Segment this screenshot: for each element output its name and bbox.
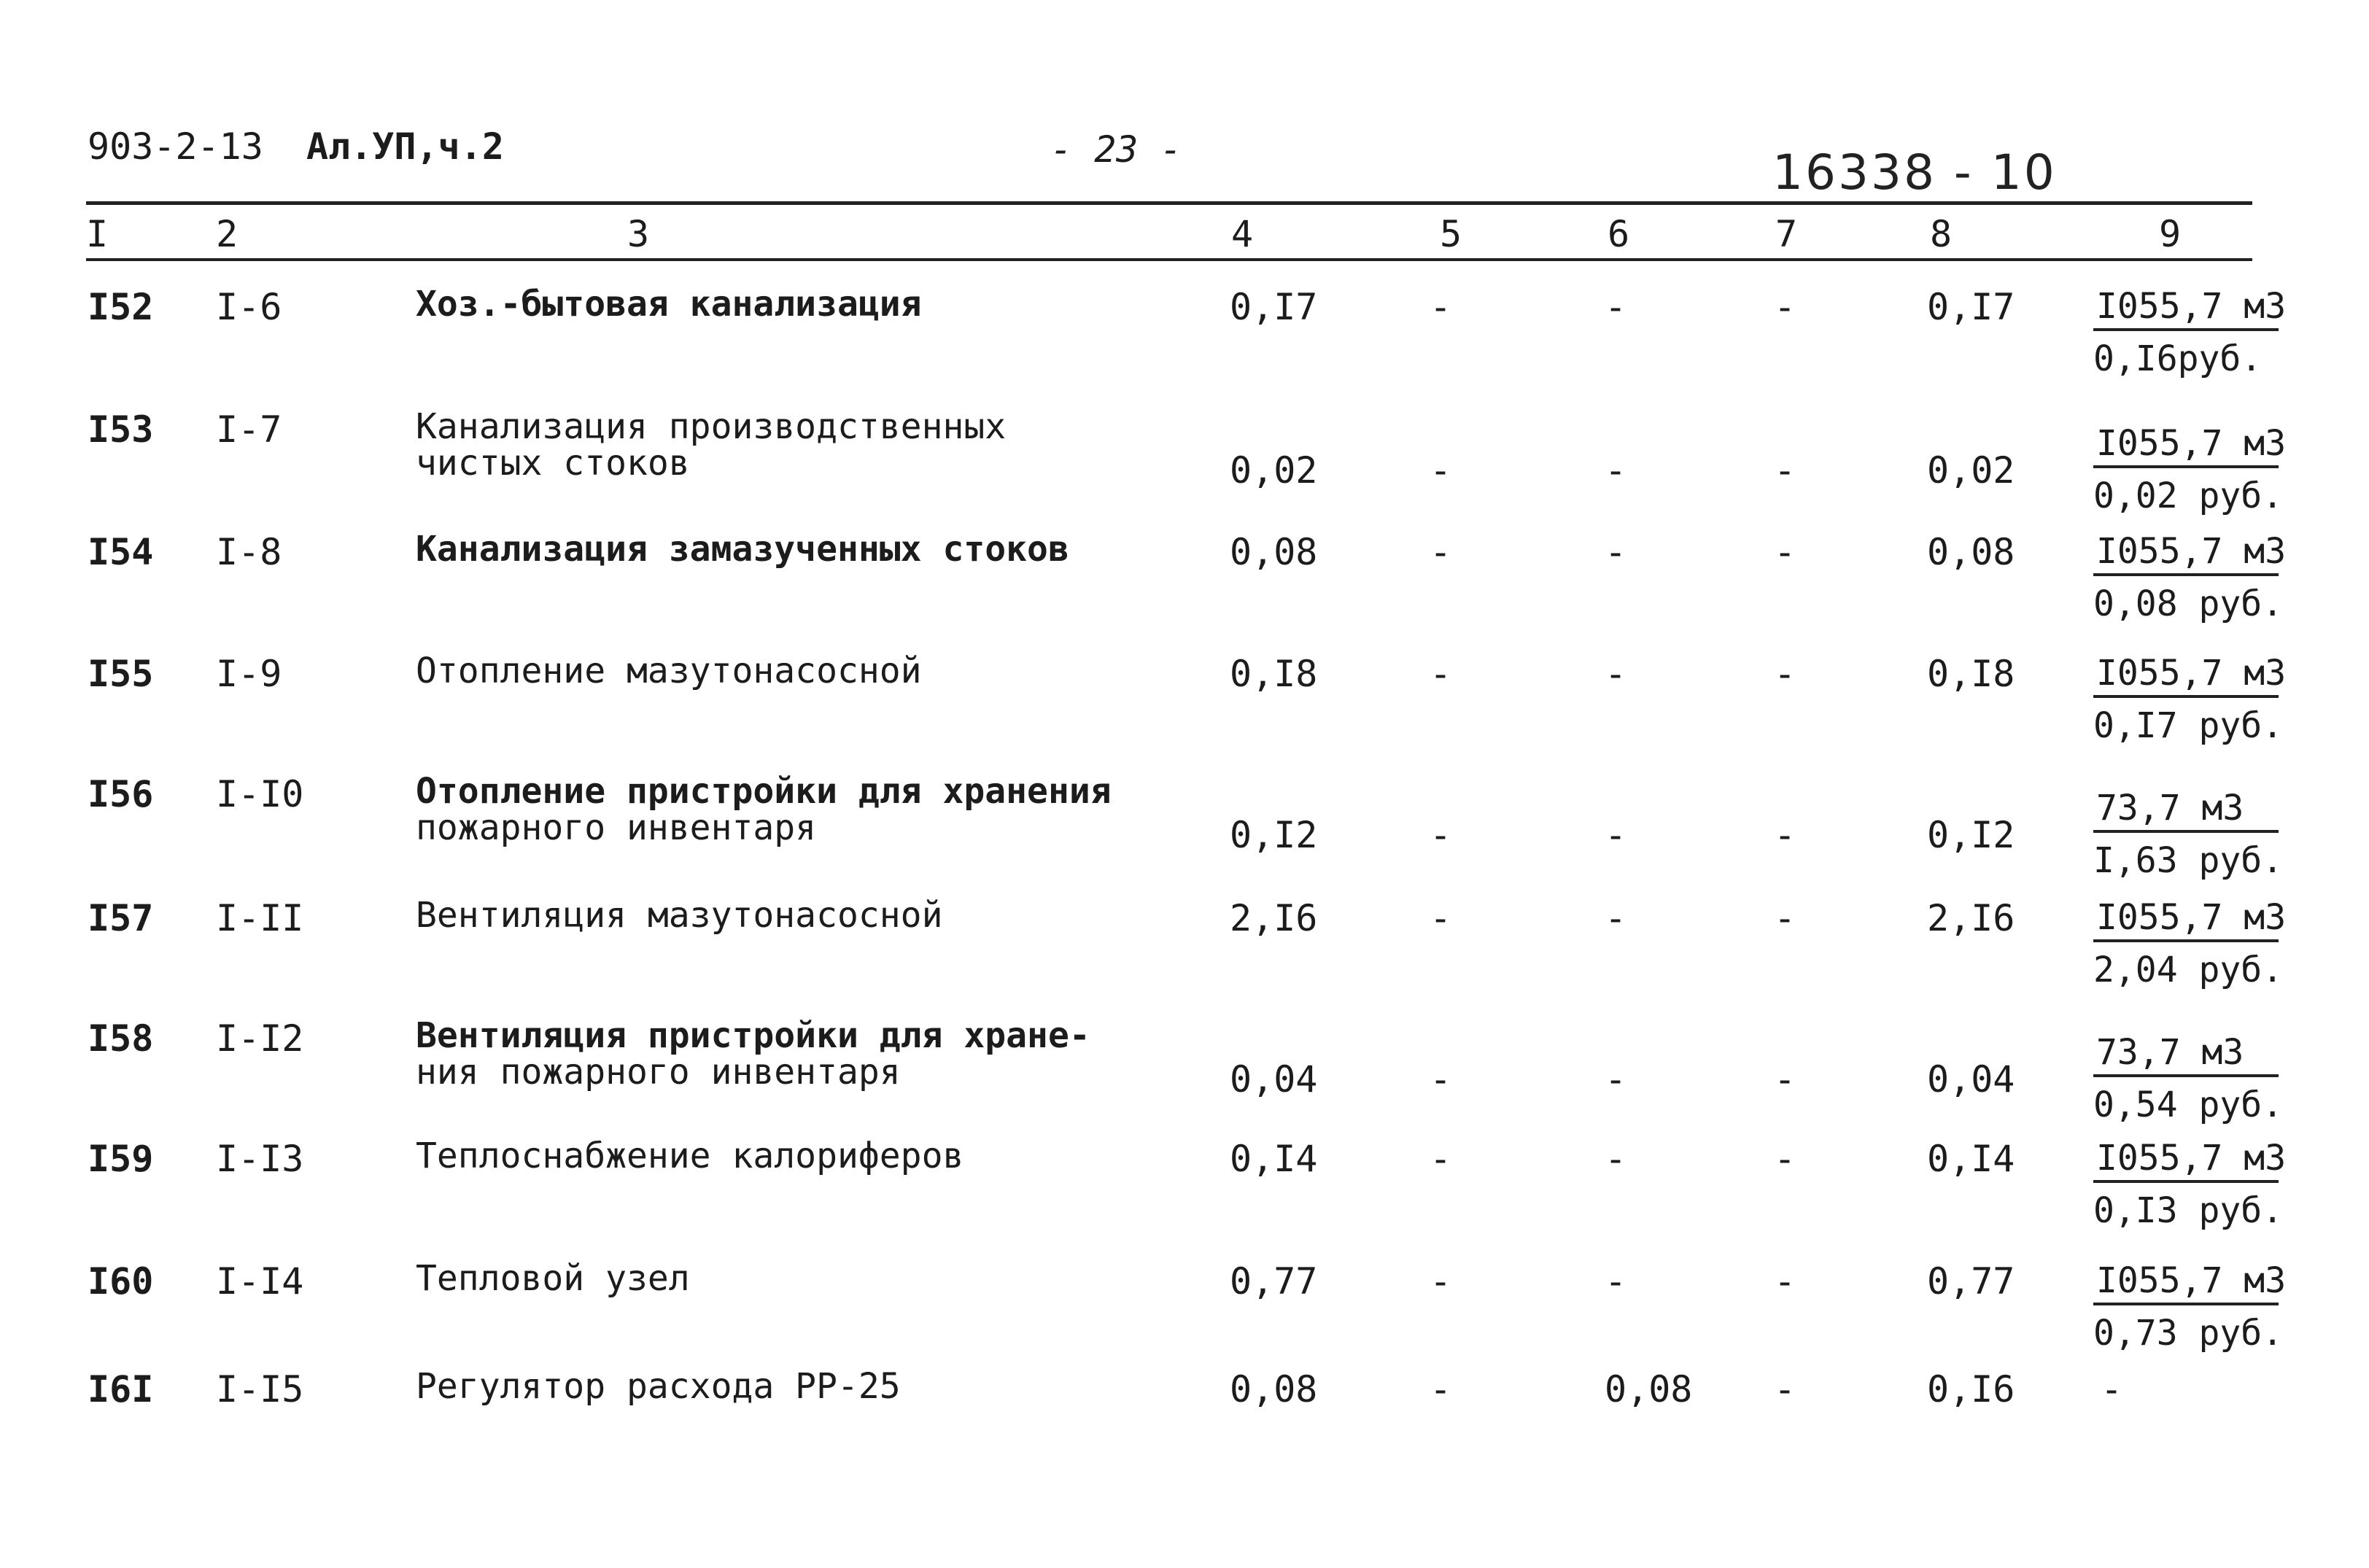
value-col-4: 0,I7: [1230, 286, 1318, 328]
item-code: I-7: [216, 408, 282, 451]
row-number: I57: [88, 897, 154, 939]
item-name: Регулятор расхода РР-25: [416, 1366, 901, 1407]
item-name: Отопление пристройки для хранения: [416, 771, 1112, 812]
value-col-8: 0,08: [1927, 531, 2015, 573]
value-col-6: -: [1605, 814, 1627, 856]
value-col-7: -: [1774, 1058, 1796, 1101]
row-number: I56: [88, 773, 154, 815]
unit-cost: I,63 руб.: [2093, 840, 2284, 881]
value-col-6: -: [1605, 1058, 1627, 1101]
item-name-continued: пожарного инвентаря: [416, 807, 817, 848]
unit-cost: 0,54 руб.: [2093, 1084, 2284, 1125]
value-col-6: -: [1605, 286, 1627, 328]
value-col-4: 0,04: [1230, 1058, 1318, 1101]
value-col-4: 2,I6: [1230, 897, 1318, 939]
value-col-6: -: [1605, 897, 1627, 939]
value-col-8: 0,I7: [1927, 286, 2015, 328]
unit-volume: I055,7 м3: [2093, 286, 2279, 331]
column-number: 8: [1930, 213, 1953, 255]
column-number: 2: [216, 213, 239, 255]
page-number: - 23 -: [1050, 128, 1182, 171]
value-col-6: -: [1605, 1260, 1627, 1303]
value-col-4: 0,I8: [1230, 653, 1318, 695]
value-col-8: 2,I6: [1927, 897, 2015, 939]
value-col-7: -: [1774, 814, 1796, 856]
handwritten-number: 16338 - 10: [1772, 144, 2057, 201]
item-code: I-I0: [216, 773, 304, 815]
value-col-9: -: [2101, 1368, 2123, 1410]
column-number: 6: [1608, 213, 1630, 255]
unit-volume: I055,7 м3: [2093, 1260, 2279, 1305]
value-col-4: 0,I4: [1230, 1138, 1318, 1180]
value-col-5: -: [1430, 1260, 1452, 1303]
item-name: Отопление мазутонасосной: [416, 651, 922, 691]
unit-cost: 0,I6руб.: [2093, 338, 2263, 379]
value-col-5: -: [1430, 1058, 1452, 1101]
value-col-6: -: [1605, 1138, 1627, 1180]
value-col-7: -: [1774, 286, 1796, 328]
value-col-4: 0,I2: [1230, 814, 1318, 856]
unit-volume: 73,7 м3: [2093, 788, 2279, 833]
unit-volume: I055,7 м3: [2093, 531, 2279, 576]
value-col-8: 0,77: [1927, 1260, 2015, 1303]
row-number: I6I: [88, 1368, 154, 1410]
value-col-4: 0,77: [1230, 1260, 1318, 1303]
value-col-4: 0,08: [1230, 531, 1318, 573]
value-col-7: -: [1774, 531, 1796, 573]
row-number: I52: [88, 286, 154, 328]
value-col-4: 0,08: [1230, 1368, 1318, 1410]
value-col-8: 0,I4: [1927, 1138, 2015, 1180]
value-col-7: -: [1774, 1138, 1796, 1180]
header-rule-bottom: [86, 258, 2252, 261]
column-number: I: [86, 213, 109, 255]
value-col-6: -: [1605, 653, 1627, 695]
row-number: I53: [88, 408, 154, 451]
unit-volume: I055,7 м3: [2093, 1138, 2279, 1183]
value-col-7: -: [1774, 449, 1796, 492]
value-col-5: -: [1430, 449, 1452, 492]
item-name-continued: ния пожарного инвентаря: [416, 1052, 901, 1092]
item-name: Хоз.-бытовая канализация: [416, 284, 922, 325]
document-section: Ал.УП,ч.2: [306, 125, 504, 168]
value-col-6: 0,08: [1605, 1368, 1693, 1410]
unit-cost: 0,02 руб.: [2093, 476, 2284, 516]
value-col-4: 0,02: [1230, 449, 1318, 492]
value-col-7: -: [1774, 897, 1796, 939]
value-col-5: -: [1430, 814, 1452, 856]
item-name-continued: чистых стоков: [416, 443, 690, 484]
column-number: 9: [2159, 213, 2182, 255]
value-col-5: -: [1430, 1138, 1452, 1180]
unit-cost: 2,04 руб.: [2093, 950, 2284, 990]
column-number: 5: [1440, 213, 1462, 255]
unit-volume: I055,7 м3: [2093, 897, 2279, 942]
value-col-8: 0,04: [1927, 1058, 2015, 1101]
header-rule-top: [86, 201, 2252, 205]
row-number: I54: [88, 531, 154, 573]
unit-cost: 0,73 руб.: [2093, 1313, 2284, 1354]
value-col-7: -: [1774, 1368, 1796, 1410]
item-code: I-II: [216, 897, 304, 939]
unit-volume: 73,7 м3: [2093, 1032, 2279, 1077]
column-number: 3: [627, 213, 650, 255]
item-name: Вентиляция пристройки для хране-: [416, 1015, 1090, 1056]
row-number: I60: [88, 1260, 154, 1303]
value-col-5: -: [1430, 286, 1452, 328]
value-col-5: -: [1430, 653, 1452, 695]
item-name: Канализация замазученных стоков: [416, 529, 1069, 570]
item-code: I-I3: [216, 1138, 304, 1180]
row-number: I58: [88, 1017, 154, 1060]
unit-cost: 0,I3 руб.: [2093, 1190, 2284, 1231]
value-col-7: -: [1774, 1260, 1796, 1303]
item-name: Тепловой узел: [416, 1258, 690, 1299]
item-name: Теплоснабжение калориферов: [416, 1136, 964, 1176]
value-col-8: 0,02: [1927, 449, 2015, 492]
value-col-7: -: [1774, 653, 1796, 695]
row-number: I55: [88, 653, 154, 695]
item-code: I-9: [216, 653, 282, 695]
value-col-8: 0,I8: [1927, 653, 2015, 695]
unit-cost: 0,I7 руб.: [2093, 705, 2284, 746]
value-col-8: 0,I6: [1927, 1368, 2015, 1410]
document-code: 903-2-13: [88, 125, 263, 168]
column-number: 4: [1231, 213, 1254, 255]
item-code: I-6: [216, 286, 282, 328]
value-col-8: 0,I2: [1927, 814, 2015, 856]
column-number: 7: [1775, 213, 1798, 255]
value-col-6: -: [1605, 531, 1627, 573]
item-code: I-8: [216, 531, 282, 573]
value-col-5: -: [1430, 1368, 1452, 1410]
unit-volume: I055,7 м3: [2093, 423, 2279, 468]
value-col-6: -: [1605, 449, 1627, 492]
item-code: I-I5: [216, 1368, 304, 1410]
row-number: I59: [88, 1138, 154, 1180]
item-code: I-I2: [216, 1017, 304, 1060]
item-name: Канализация производственных: [416, 406, 1007, 447]
unit-cost: 0,08 руб.: [2093, 583, 2284, 624]
unit-volume: I055,7 м3: [2093, 653, 2279, 698]
value-col-5: -: [1430, 897, 1452, 939]
item-code: I-I4: [216, 1260, 304, 1303]
value-col-5: -: [1430, 531, 1452, 573]
item-name: Вентиляция мазутонасосной: [416, 895, 943, 936]
